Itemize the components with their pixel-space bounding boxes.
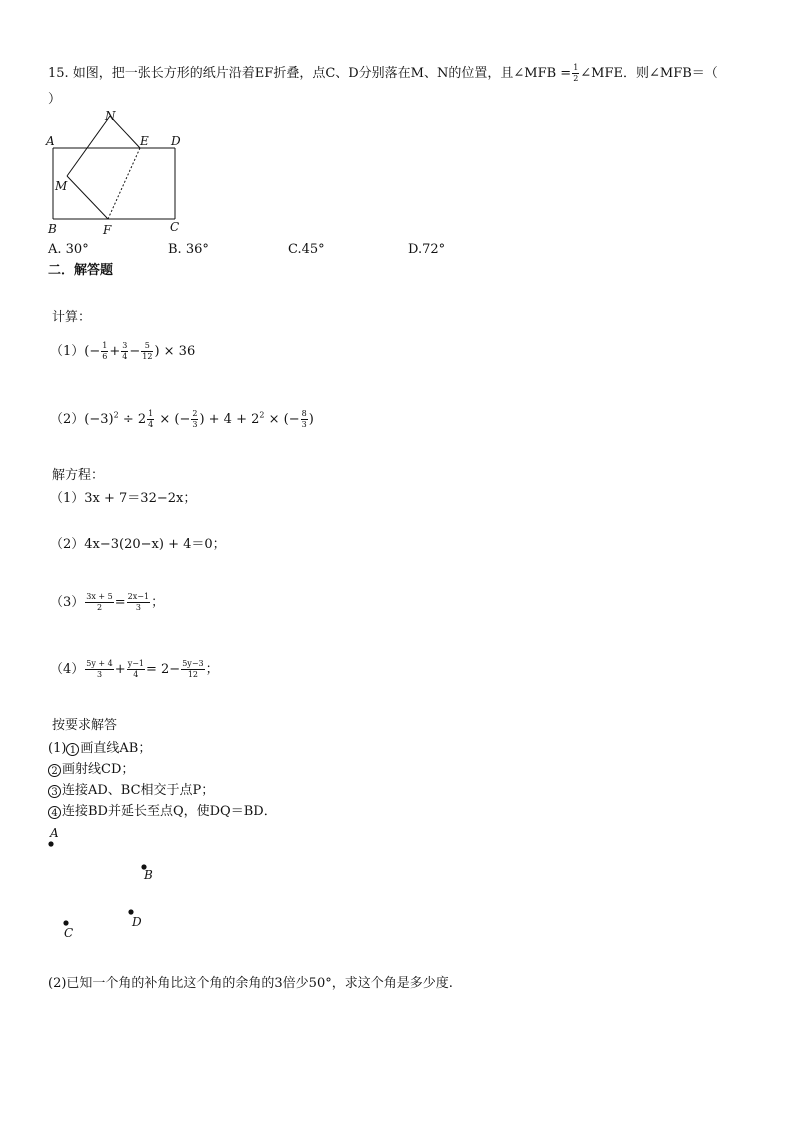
equation-2: （2）4x−3(20−x) + 4＝0； <box>50 537 226 552</box>
eq4-label: （4） <box>50 662 85 677</box>
q15-frac-den: 2 <box>573 74 579 83</box>
frac-num: 5y−3 <box>182 659 204 668</box>
calc-item1-frac3 <box>141 342 153 361</box>
calc-item1-label: （1） <box>50 344 85 359</box>
q15-frac-num: 1 <box>573 63 579 72</box>
calc-item2-part: × (− <box>155 412 191 427</box>
circled-number: 2 <box>48 764 61 777</box>
frac-den: 3 <box>192 420 198 429</box>
step-text: 连接AD、BC相交于点P； <box>62 783 215 798</box>
calc-item1-frac2 <box>121 342 128 361</box>
eq4-fraction-a <box>85 660 114 679</box>
frac-den: 6 <box>102 352 108 361</box>
plus-sign: + <box>114 662 126 677</box>
circled-number: 3 <box>48 785 61 798</box>
point-label-D: D <box>132 915 142 929</box>
section-heading: 二．解答题 <box>48 263 114 278</box>
step-text: 连接BD并延长至点Q，使DQ＝BD． <box>62 804 277 819</box>
step-text: 画直线AB； <box>80 741 152 756</box>
label-E: E <box>140 134 149 148</box>
calc-title: 计算： <box>52 310 92 325</box>
q15-stem-line2: ） <box>48 92 62 107</box>
step-text: 画射线CD； <box>62 762 135 777</box>
q15-option-c: C.45° <box>288 242 325 257</box>
frac-den: 4 <box>133 670 139 679</box>
eq3-rhs-fraction <box>127 593 150 612</box>
fold-line-EF <box>108 148 140 219</box>
segment-MF <box>67 176 108 219</box>
frac-den: 3 <box>96 670 103 679</box>
eq3-end: ； <box>151 595 165 610</box>
q15-option-d: D.72° <box>408 242 446 257</box>
frac-den: 2 <box>96 603 103 612</box>
label-N: N <box>105 109 116 123</box>
frac-den: 12 <box>187 670 198 679</box>
frac-num: 3 <box>122 341 128 350</box>
label-F: F <box>103 223 112 236</box>
point-D <box>128 909 133 914</box>
calc-item1-open: (− <box>84 344 101 359</box>
q15-option-a: A. 30° <box>48 242 89 257</box>
circled-number: 1 <box>66 743 79 756</box>
calc-item2-part: ) + 4 + 2 <box>199 412 260 427</box>
equations-title: 解方程： <box>52 468 105 483</box>
frac-num: y−1 <box>127 659 144 668</box>
frac-den: 12 <box>142 352 153 361</box>
point-A <box>48 841 53 846</box>
equation-3 <box>50 593 164 612</box>
label-C: C <box>170 220 180 234</box>
q15-stem-start: 15. 如图，把一张长方形的纸片沿着EF折叠，点C、D分别落在M、N的位置，且∠MFB = <box>48 66 572 81</box>
label-B: B <box>48 222 57 236</box>
frac-den: 4 <box>148 420 154 429</box>
calc-item2-frac3 <box>301 410 308 429</box>
frac-den: 4 <box>122 352 128 361</box>
q15-stem-end: ∠MFE．则∠MFB＝（ <box>580 66 718 81</box>
point-label-B: B <box>144 868 153 882</box>
label-A: A <box>46 134 55 148</box>
q15-half-fraction <box>572 64 579 83</box>
eq3-label: （3） <box>50 595 85 610</box>
q15-option-b: B. 36° <box>168 242 209 257</box>
eq4-equals: = 2− <box>146 662 181 677</box>
construct-step-2 <box>48 763 134 777</box>
calc-item1-close: ) × 36 <box>154 344 196 359</box>
calc-item2-part: ÷ 2 <box>118 412 147 427</box>
calc-item2 <box>50 410 314 429</box>
label-D: D <box>171 134 181 148</box>
eq3-lhs-fraction <box>85 593 113 612</box>
construct-part2: (2)已知一个角的补角比这个角的余角的3倍少50°，求这个角是多少度. <box>48 976 453 991</box>
calc-item1 <box>50 342 195 361</box>
minus-sign: − <box>129 344 141 359</box>
frac-num: 3x + 5 <box>86 592 113 601</box>
segment-NM <box>67 116 110 176</box>
part1-prefix: (1) <box>48 741 67 756</box>
frac-num: 2x−1 <box>127 592 150 601</box>
equals-sign: = <box>114 595 126 610</box>
calc-item1-frac1 <box>101 342 108 361</box>
mixed-number-fraction <box>147 410 154 429</box>
construct-step-4 <box>48 805 277 819</box>
construct-step-1 <box>48 742 151 756</box>
frac-num: 5y + 4 <box>86 659 113 668</box>
calc-item2-part: × (− <box>264 412 300 427</box>
eq4-fraction-c <box>181 660 204 679</box>
calc-item2-part: ) <box>308 412 314 427</box>
frac-num: 2 <box>192 409 198 418</box>
point-label-A: A <box>50 826 59 840</box>
circled-number: 4 <box>48 806 61 819</box>
point-label-C: C <box>64 926 74 940</box>
frac-num: 1 <box>102 341 108 350</box>
exponent: 2 <box>259 410 265 420</box>
equation-1: （1）3x + 7＝32−2x； <box>50 491 197 506</box>
exponent: 2 <box>113 410 119 420</box>
point-C <box>63 920 68 925</box>
construct-title: 按要求解答 <box>52 718 118 733</box>
label-M: M <box>55 179 68 193</box>
points-figure <box>40 825 170 945</box>
plus-sign: + <box>109 344 121 359</box>
frac-num: 5 <box>141 342 153 352</box>
equation-4 <box>50 660 219 679</box>
calc-item2-part: (−3) <box>84 412 114 427</box>
q15-fold-figure <box>44 106 194 236</box>
frac-den: 3 <box>135 603 141 612</box>
frac-num: 8 <box>301 409 307 418</box>
frac-den: 3 <box>301 420 307 429</box>
eq4-fraction-b <box>127 660 145 679</box>
construct-step-3 <box>48 784 214 798</box>
frac-num: 1 <box>148 409 154 418</box>
calc-item2-frac2 <box>191 410 198 429</box>
calc-item2-label: （2） <box>50 412 85 427</box>
eq4-end: ； <box>205 662 219 677</box>
q15-stem-line1 <box>48 64 718 83</box>
